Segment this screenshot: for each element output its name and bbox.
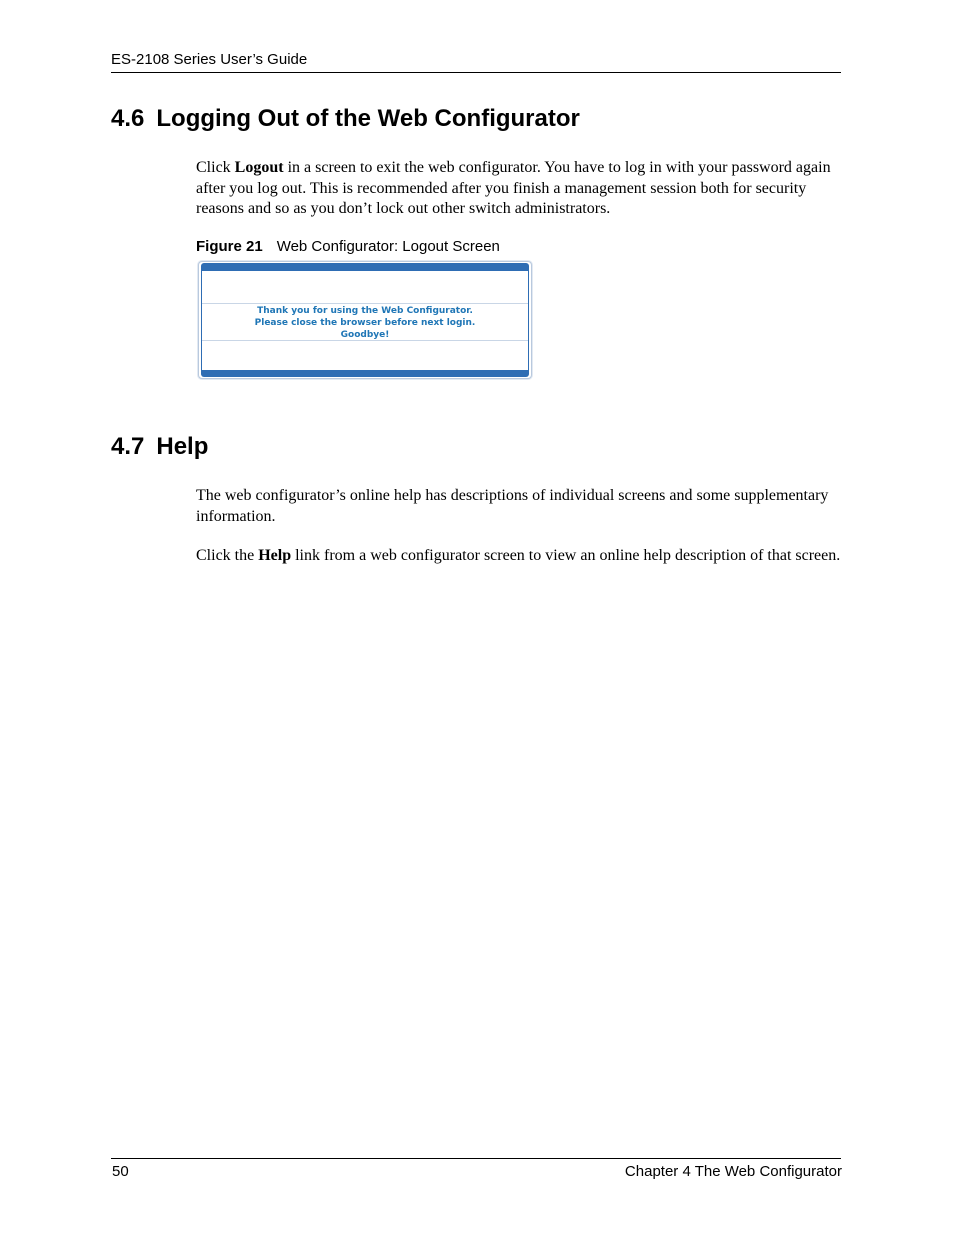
section-title: Logging Out of the Web Configurator — [156, 105, 580, 132]
logout-term: Logout — [234, 159, 284, 176]
running-footer — [111, 1158, 842, 1180]
screen-bottom-bar — [201, 370, 529, 377]
help-paragraph-2 — [196, 546, 844, 567]
screen-divider-bottom — [202, 340, 528, 341]
screen-divider-top — [202, 303, 528, 304]
logout-paragraph — [196, 158, 844, 220]
help-paragraph-1: The web configurator’s online help has descriptions of individual screens and some supplementary information. — [196, 487, 829, 525]
help-term: Help — [258, 547, 292, 564]
screen-top-bar — [201, 263, 529, 271]
section-heading-4-6 — [111, 105, 580, 133]
goodbye-message: Goodbye! — [340, 330, 390, 340]
guide-title: ES-2108 Series User’s Guide — [111, 51, 308, 68]
figure-label: Figure 21 — [196, 238, 263, 255]
section-number: 4.7 — [111, 433, 145, 460]
running-header — [111, 51, 841, 73]
text-run: link from a web configurator screen to view an online help description of that screen. — [291, 547, 841, 564]
close-browser-message: Please close the browser before next login. — [254, 318, 476, 328]
text-run: Click — [196, 159, 235, 176]
chapter-title: Chapter 4 The Web Configurator — [624, 1163, 842, 1180]
page-number: 50 — [112, 1163, 129, 1180]
figure-caption — [196, 238, 500, 256]
figure-title: Web Configurator: Logout Screen — [276, 238, 500, 255]
section-number: 4.6 — [111, 105, 145, 132]
thank-you-message: Thank you for using the Web Configurator. — [257, 306, 473, 316]
text-run: Click the — [196, 547, 259, 564]
section-heading-4-7 — [111, 433, 208, 461]
text-run: in a screen to exit the web configurator. You have to log in with your password again after you log out. This is recommended after you finish a management session both for security reasons and so as you don’t lock out other switch administrators. — [196, 159, 831, 217]
section-title: Help — [156, 433, 209, 460]
logout-screen-figure — [198, 261, 532, 379]
